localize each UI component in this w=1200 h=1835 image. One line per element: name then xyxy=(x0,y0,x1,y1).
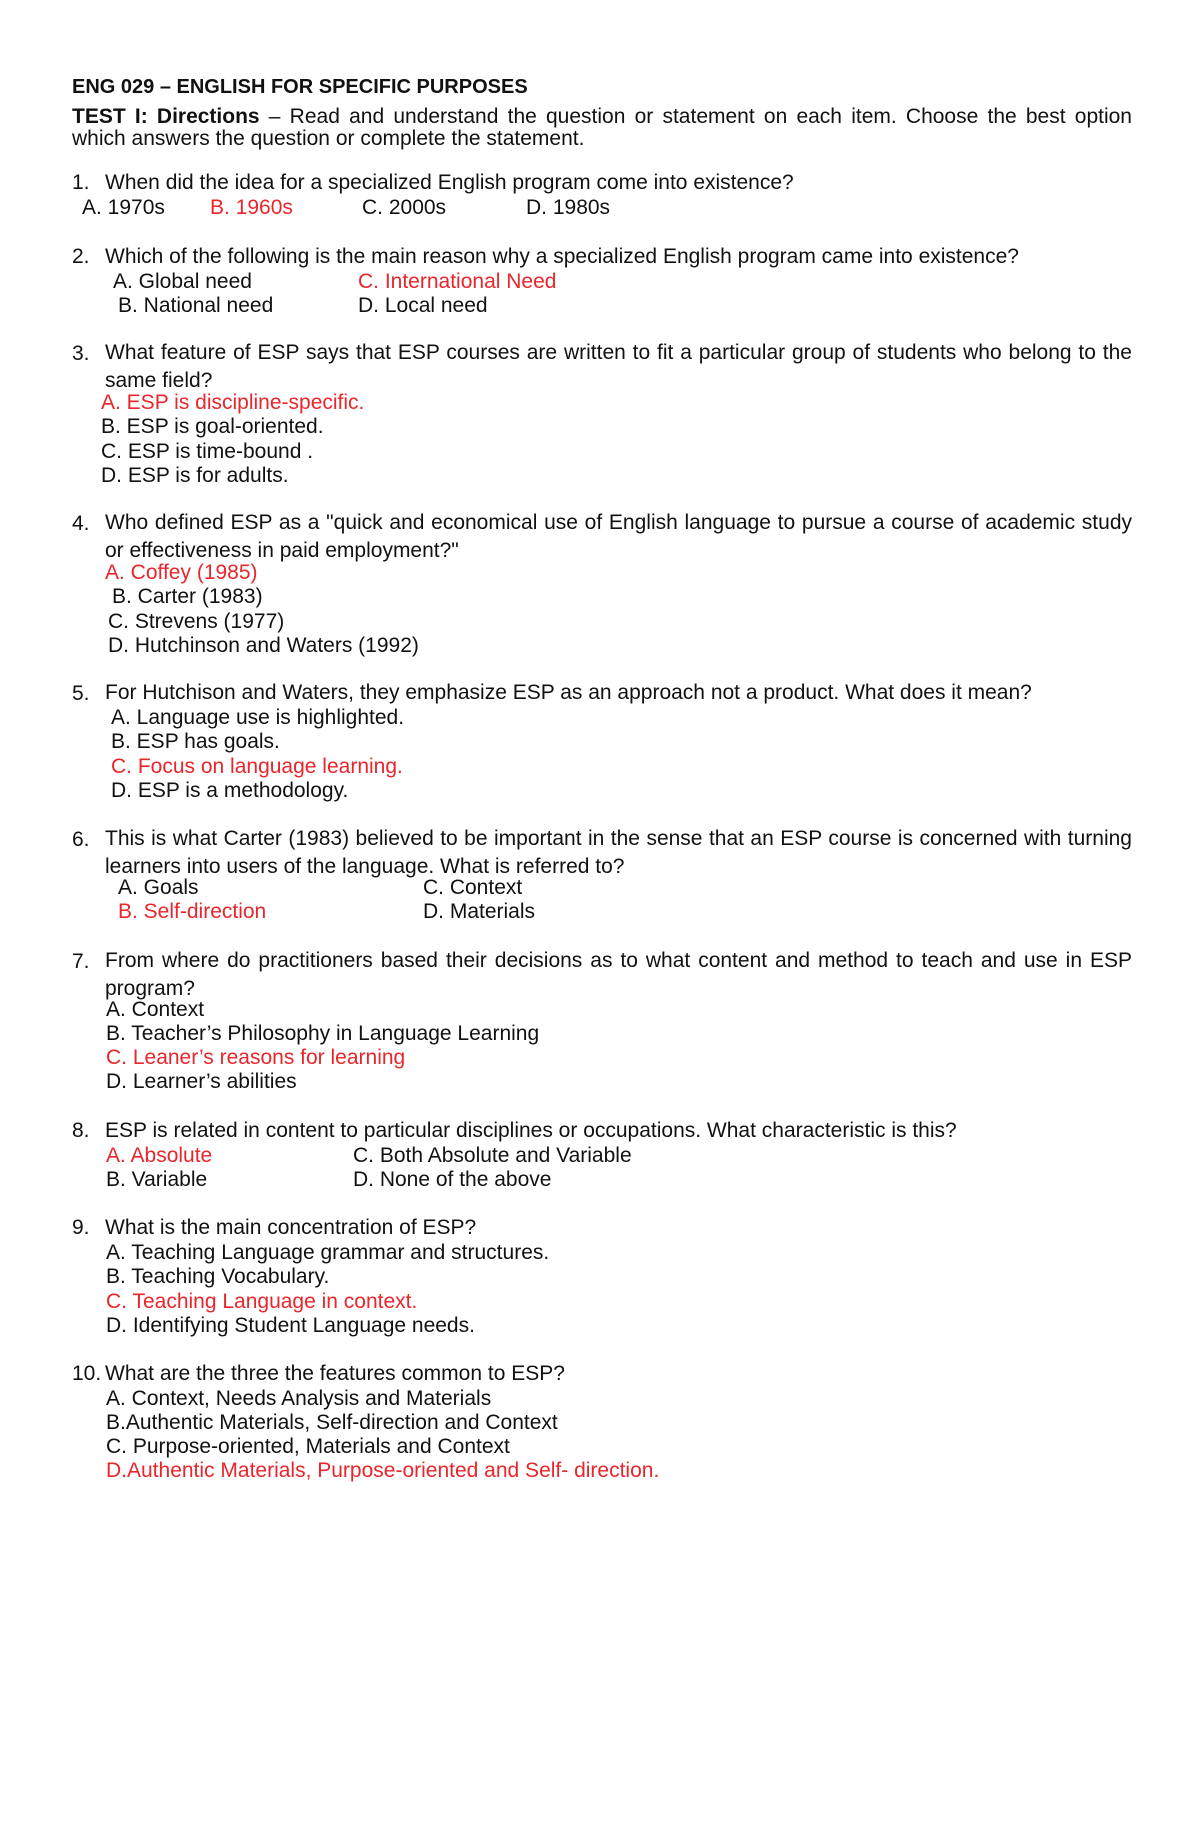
option-d: D. Hutchinson and Waters (1992) xyxy=(108,634,419,657)
option-d: D. Materials xyxy=(423,900,536,923)
question-number: 9. xyxy=(72,1216,90,1239)
option-b: B. National need xyxy=(118,294,274,317)
question-number: 6. xyxy=(72,828,90,851)
option-c-answer: C. Focus on language learning. xyxy=(111,755,403,778)
option-d-answer: D.Authentic Materials, Purpose-oriented and Self- direction. xyxy=(106,1459,660,1482)
question-text: For Hutchison and Waters, they emphasize ESP as an approach not a product. What does it mean? xyxy=(105,681,1032,704)
question-number: 7. xyxy=(72,950,90,973)
question-number: 3. xyxy=(72,342,90,365)
option-a: A. Teaching Language grammar and structures. xyxy=(106,1241,550,1264)
option-a: A. Goals xyxy=(118,876,199,899)
question-text: Who defined ESP as a "quick and economical use of English language to pursue a course of academic study or effectiveness in paid employment?" xyxy=(105,511,1132,562)
option-b: B. Variable xyxy=(106,1168,208,1191)
question-text: What are the three the features common to ESP? xyxy=(105,1362,565,1385)
question-text: What feature of ESP says that ESP courses are written to fit a particular group of students who belong to the same field? xyxy=(105,341,1132,392)
option-b-answer: B. Self-direction xyxy=(118,900,267,923)
question-text: This is what Carter (1983) believed to be important in the sense that an ESP course is concerned with turning learners into users of the language. What is referred to? xyxy=(105,827,1132,878)
question-text: Which of the following is the main reason why a specialized English program came into existence? xyxy=(105,245,1019,268)
option-a: A. Global need xyxy=(113,270,252,293)
question-text: When did the idea for a specialized English program come into existence? xyxy=(105,171,794,194)
question-number: 4. xyxy=(72,512,90,535)
option-b-answer: B. 1960s xyxy=(210,196,293,219)
option-c: C. ESP is time-bound . xyxy=(101,440,314,463)
directions-text: – Read and understand the question or statement on each item. Choose the best option which answers the question or complete the statement. xyxy=(72,105,1132,150)
test-directions xyxy=(72,106,1132,150)
option-a-answer: A. ESP is discipline-specific. xyxy=(101,391,365,414)
option-d: D. 1980s xyxy=(526,196,611,219)
option-a: A. Language use is highlighted. xyxy=(111,706,405,729)
question-text: ESP is related in content to particular disciplines or occupations. What characteristic is this? xyxy=(105,1119,957,1142)
option-a: A. 1970s xyxy=(82,196,165,219)
question-number: 1. xyxy=(72,171,90,194)
option-c: C. Strevens (1977) xyxy=(108,610,285,633)
option-d: D. ESP is a methodology. xyxy=(111,779,349,802)
option-c: C. Context xyxy=(423,876,523,899)
option-d: D. ESP is for adults. xyxy=(101,464,289,487)
question-number: 10. xyxy=(72,1362,102,1385)
question-text: From where do practitioners based their decisions as to what content and method to teach and use in ESP program? xyxy=(105,949,1132,1000)
option-c-answer: C. Leaner’s reasons for learning xyxy=(106,1046,406,1069)
option-c: C. Purpose-oriented, Materials and Context xyxy=(106,1435,510,1458)
question-number: 8. xyxy=(72,1119,90,1142)
option-c-answer: C. Teaching Language in context. xyxy=(106,1290,418,1313)
option-b: B. Teacher’s Philosophy in Language Learning xyxy=(106,1022,540,1045)
question-number: 2. xyxy=(72,245,90,268)
option-d: D. Identifying Student Language needs. xyxy=(106,1314,475,1337)
option-a-answer: A. Coffey (1985) xyxy=(105,561,258,584)
option-b: B. ESP is goal-oriented. xyxy=(101,415,324,438)
question-number: 5. xyxy=(72,682,90,705)
option-c: C. Both Absolute and Variable xyxy=(353,1144,632,1167)
option-a: A. Context, Needs Analysis and Materials xyxy=(106,1387,492,1410)
option-b: B. ESP has goals. xyxy=(111,730,280,753)
option-a-answer: A. Absolute xyxy=(106,1144,213,1167)
option-d: D. Learner’s abilities xyxy=(106,1070,297,1093)
question-text: What is the main concentration of ESP? xyxy=(105,1216,477,1239)
option-d: D. None of the above xyxy=(353,1168,552,1191)
option-c: C. 2000s xyxy=(362,196,447,219)
directions-label: TEST I: Directions xyxy=(72,105,260,128)
option-b: B. Teaching Vocabulary. xyxy=(106,1265,330,1288)
option-c-answer: C. International Need xyxy=(358,270,557,293)
option-d: D. Local need xyxy=(358,294,488,317)
option-b: B.Authentic Materials, Self-direction and Context xyxy=(106,1411,558,1434)
option-a: A. Context xyxy=(106,998,205,1021)
option-b: B. Carter (1983) xyxy=(112,585,263,608)
document-title: ENG 029 – ENGLISH FOR SPECIFIC PURPOSES xyxy=(72,76,528,98)
